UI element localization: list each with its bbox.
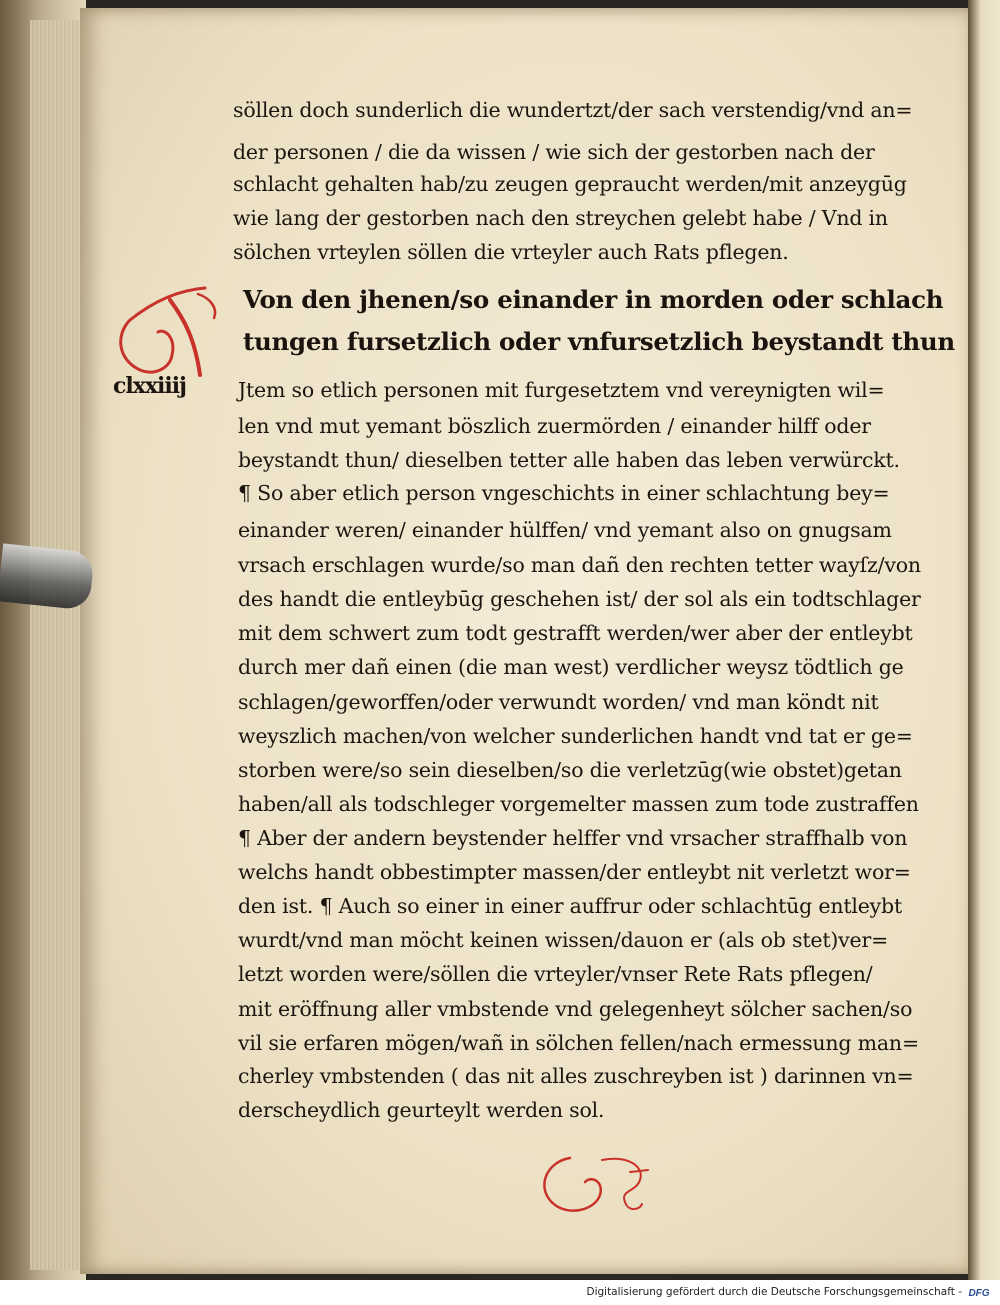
text-line: wie lang der gestorben nach den streychen gelebt habe / Vnd in <box>233 206 888 230</box>
text-line: ¶ Aber der andern beystender helffer vnd vrsacher straffhalb von <box>238 826 908 850</box>
folio-margin-number: clxxiiij <box>113 373 187 399</box>
section-heading-line: Von den jhenen/so einander in morden oder schlach <box>243 285 944 314</box>
text-line: schlagen/geworffen/oder verwundt worden/ vnd man köndt nit <box>238 690 879 714</box>
funding-footer <box>0 1280 1000 1305</box>
text-line: wurdt/vnd man möcht keinen wissen/dauon er (als ob stet)ver= <box>238 928 889 952</box>
text-line: sölchen vrteylen söllen die vrteyler auch Rats pflegen. <box>233 240 789 264</box>
text-line: söllen doch sunderlich die wundertzt/der sach verstendig/vnd an= <box>233 98 913 122</box>
text-line: vil sie erfaren mögen/wañ in sölchen fellen/nach ermessung man= <box>238 1031 919 1055</box>
text-line: letzt worden were/söllen die vrteyler/vnser Rete Rats pflegen/ <box>238 962 873 986</box>
dfg-logo-text: DFG <box>968 1288 990 1299</box>
text-line: ¶ So aber etlich person vngeschichts in einer schlachtung bey= <box>238 481 890 505</box>
text-line: Jtem so etlich personen mit furgesetztem vnd vereynigten wil= <box>238 378 885 402</box>
text-line: haben/all als todschleger vorgemelter massen zum tode zustraffen <box>238 792 919 816</box>
text-line: cherley vmbstenden ( das nit alles zuschreyben ist ) darinnen vn= <box>238 1064 914 1088</box>
text-line: storben were/so sein dieselben/so die verletzūg(wie obstet)getan <box>238 758 902 782</box>
text-line: schlacht gehalten hab/zu zeugen gepraucht werden/mit anzeygūg <box>233 172 907 196</box>
section-heading-line: tungen fursetzlich oder vnfursetzlich beystandt thun <box>243 327 955 356</box>
text-line: der personen / die da wissen / wie sich der gestorben nach der <box>233 140 875 164</box>
funding-note: Digitalisierung gefördert durch die Deutsche Forschungsgemeinschaft - <box>586 1286 962 1298</box>
text-line: durch mer dañ einen (die man west) verdlicher weysz tödtlich ge <box>238 655 904 679</box>
text-line: derscheydlich geurteylt werden sol. <box>238 1098 605 1122</box>
text-line: weyszlich machen/von welcher sunderlichen handt vnd tat er ge= <box>238 724 913 748</box>
text-line: des handt die entleybūg geschehen ist/ der sol als ein todtschlager <box>238 587 921 611</box>
text-line: mit eröffnung aller vmbstende vnd gelegenheyt sölcher sachen/so <box>238 997 913 1021</box>
text-line: einander weren/ einander hülffen/ vnd yemant also on gnugsam <box>238 518 892 542</box>
text-line: vrsach erschlagen wurde/so man dañ den rechten tetter wayſz/von <box>238 553 921 577</box>
text-line: mit dem schwert zum todt gestrafft werden/wer aber der entleybt <box>238 621 913 645</box>
text-line: den ist. ¶ Auch so einer in einer auffrur oder schlachtūg entleybt <box>238 894 903 918</box>
text-line: welchs handt obbestimpter massen/der entleybt nit verletzt wor= <box>238 860 911 884</box>
text-line: beystandt thun/ dieselben tetter alle haben das leben verwürckt. <box>238 448 900 472</box>
dfg-logo <box>964 1285 994 1299</box>
text-line: len vnd mut yemant böszlich zuermörden / einander hilff oder <box>238 414 871 438</box>
